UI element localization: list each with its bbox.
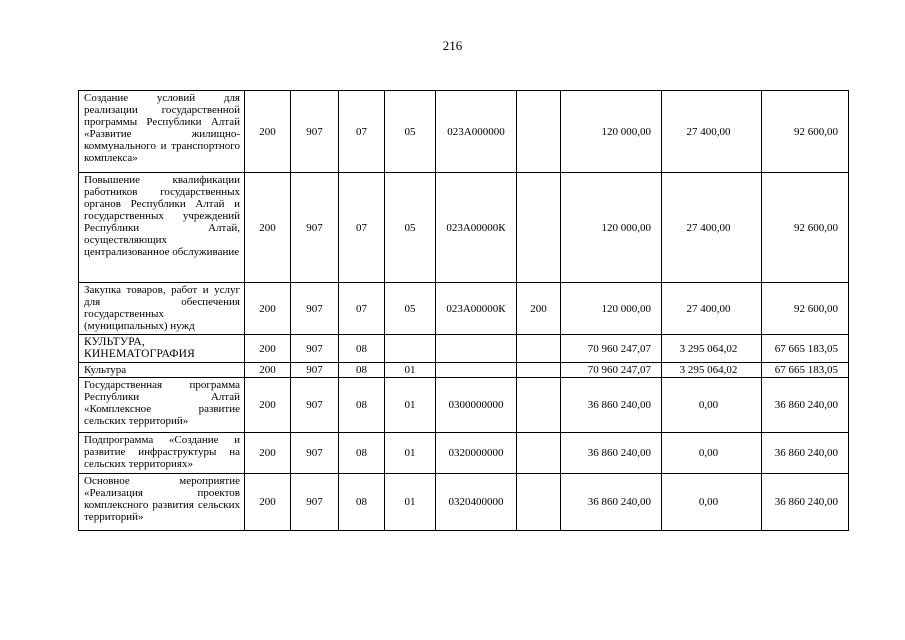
cell-amount-total: 70 960 247,07 xyxy=(561,335,662,363)
table-row xyxy=(79,363,849,378)
cell-expense-type xyxy=(517,378,561,433)
cell-subsection: 01 xyxy=(385,378,436,433)
cell-section: 07 xyxy=(339,283,385,335)
cell-subsection: 01 xyxy=(385,474,436,531)
cell-amount-change: 0,00 xyxy=(662,433,762,474)
cell-code: 200 xyxy=(245,378,291,433)
row-description: Подпрограмма «Создание и развитие инфраструктуры на сельских территориях» xyxy=(79,433,245,474)
cell-target-article xyxy=(436,363,517,378)
cell-amount-result: 92 600,00 xyxy=(762,283,849,335)
cell-code: 200 xyxy=(245,335,291,363)
cell-expense-type: 200 xyxy=(517,283,561,335)
cell-section: 08 xyxy=(339,378,385,433)
cell-amount-change: 27 400,00 xyxy=(662,91,762,173)
cell-target-article: 023А00000К xyxy=(436,283,517,335)
cell-expense-type xyxy=(517,474,561,531)
cell-amount-change: 3 295 064,02 xyxy=(662,363,762,378)
cell-target-article: 0300000000 xyxy=(436,378,517,433)
cell-amount-result: 36 860 240,00 xyxy=(762,433,849,474)
row-description: Закупка товаров, работ и услуг для обеспечения государственных (муниципальных) нужд xyxy=(79,283,245,335)
cell-amount-total: 36 860 240,00 xyxy=(561,378,662,433)
cell-section: 07 xyxy=(339,91,385,173)
cell-amount-change: 3 295 064,02 xyxy=(662,335,762,363)
cell-expense-type xyxy=(517,173,561,283)
cell-ministry: 907 xyxy=(291,91,339,173)
cell-amount-change: 27 400,00 xyxy=(662,283,762,335)
cell-amount-change: 0,00 xyxy=(662,378,762,433)
cell-code: 200 xyxy=(245,474,291,531)
cell-amount-total: 120 000,00 xyxy=(561,91,662,173)
cell-section: 07 xyxy=(339,173,385,283)
cell-code: 200 xyxy=(245,283,291,335)
cell-expense-type xyxy=(517,335,561,363)
cell-ministry: 907 xyxy=(291,335,339,363)
cell-ministry: 907 xyxy=(291,378,339,433)
cell-target-article: 0320000000 xyxy=(436,433,517,474)
cell-code: 200 xyxy=(245,363,291,378)
cell-section: 08 xyxy=(339,335,385,363)
row-description: Основное мероприятие «Реализация проектов комплексного развития сельских территорий» xyxy=(79,474,245,531)
cell-amount-result: 36 860 240,00 xyxy=(762,378,849,433)
cell-code: 200 xyxy=(245,173,291,283)
cell-target-article: 023А000000 xyxy=(436,91,517,173)
cell-code: 200 xyxy=(245,91,291,173)
row-description: Повышение квалификации работников государственных органов Республики Алтай и государственных учреждений Республики Алтай, осуществляющих централизованное обслуживание xyxy=(79,173,245,283)
row-description: Государственная программа Республики Алтай «Комплексное развитие сельских территорий» xyxy=(79,378,245,433)
cell-section: 08 xyxy=(339,474,385,531)
cell-amount-result: 92 600,00 xyxy=(762,91,849,173)
page-number: 216 xyxy=(442,38,463,53)
table-row xyxy=(79,378,849,433)
cell-amount-total: 120 000,00 xyxy=(561,283,662,335)
cell-ministry: 907 xyxy=(291,474,339,531)
cell-ministry: 907 xyxy=(291,173,339,283)
table-row xyxy=(79,433,849,474)
cell-target-article: 023А00000К xyxy=(436,173,517,283)
cell-amount-total: 120 000,00 xyxy=(561,173,662,283)
table-row xyxy=(79,91,849,173)
row-description: КУЛЬТУРА, КИНЕМАТОГРАФИЯ xyxy=(79,335,245,363)
cell-section: 08 xyxy=(339,433,385,474)
cell-amount-change: 27 400,00 xyxy=(662,173,762,283)
cell-expense-type xyxy=(517,433,561,474)
cell-amount-total: 36 860 240,00 xyxy=(561,433,662,474)
budget-table xyxy=(78,90,849,531)
cell-amount-total: 36 860 240,00 xyxy=(561,474,662,531)
cell-amount-total: 70 960 247,07 xyxy=(561,363,662,378)
table-row xyxy=(79,474,849,531)
cell-subsection: 05 xyxy=(385,91,436,173)
cell-subsection: 01 xyxy=(385,433,436,474)
cell-amount-change: 0,00 xyxy=(662,474,762,531)
row-description: Культура xyxy=(79,363,245,378)
cell-amount-result: 92 600,00 xyxy=(762,173,849,283)
cell-subsection: 05 xyxy=(385,283,436,335)
table-row xyxy=(79,335,849,363)
cell-ministry: 907 xyxy=(291,363,339,378)
cell-amount-result: 67 665 183,05 xyxy=(762,335,849,363)
cell-amount-result: 67 665 183,05 xyxy=(762,363,849,378)
cell-amount-result: 36 860 240,00 xyxy=(762,474,849,531)
cell-subsection: 05 xyxy=(385,173,436,283)
cell-target-article: 0320400000 xyxy=(436,474,517,531)
cell-ministry: 907 xyxy=(291,433,339,474)
table-row xyxy=(79,283,849,335)
row-description: Создание условий для реализации государственной программы Республики Алтай «Развитие жилищно-коммунального и транспортного комплекса» xyxy=(79,91,245,173)
cell-target-article xyxy=(436,335,517,363)
cell-subsection xyxy=(385,335,436,363)
cell-code: 200 xyxy=(245,433,291,474)
table-row xyxy=(79,173,849,283)
cell-section: 08 xyxy=(339,363,385,378)
cell-subsection: 01 xyxy=(385,363,436,378)
cell-expense-type xyxy=(517,363,561,378)
cell-expense-type xyxy=(517,91,561,173)
cell-ministry: 907 xyxy=(291,283,339,335)
